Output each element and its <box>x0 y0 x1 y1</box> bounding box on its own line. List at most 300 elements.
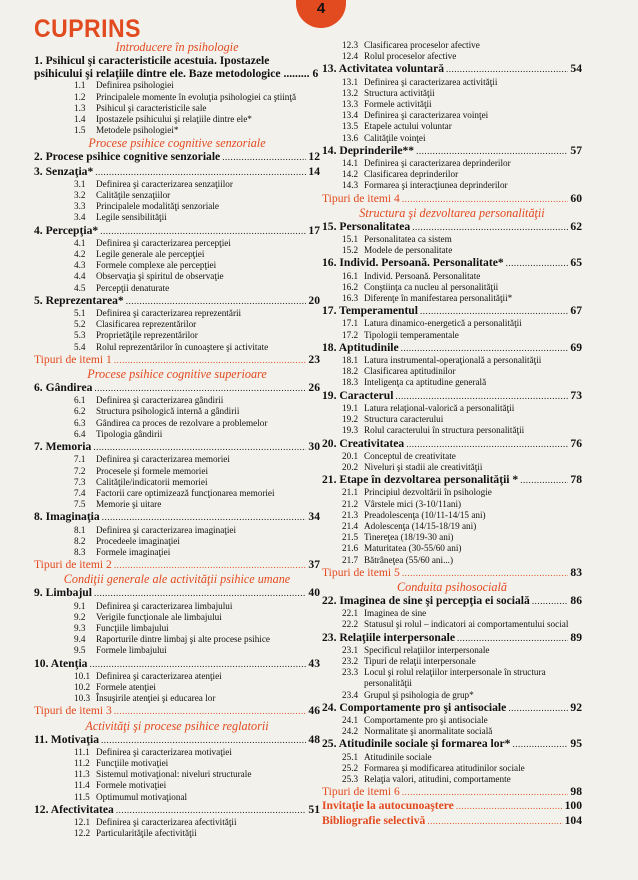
toc-subentry[interactable] <box>34 260 320 271</box>
toc-subentry[interactable] <box>34 429 320 440</box>
page-ref: 23 <box>308 352 320 366</box>
subentry-title: Tipologii temperamentale <box>364 329 459 340</box>
subentry-title: Tinereţea (18/19-30 ani) <box>364 532 454 543</box>
subentry-title: Specificul relaţiilor interpersonale <box>364 644 490 655</box>
toc-subentry[interactable] <box>322 645 582 656</box>
subentry-title: Maturitatea (30-55/60 ani) <box>364 543 462 554</box>
subentry-title: Conştiinţa ca nucleu al personalităţii <box>364 281 499 292</box>
toc-subentry[interactable] <box>322 99 582 110</box>
toc-subentry[interactable] <box>322 499 582 510</box>
page-ref: 73 <box>570 388 582 402</box>
dot-leader <box>446 63 568 76</box>
toc-subentry[interactable] <box>34 682 320 693</box>
subentry-number: 5.4 <box>74 341 86 352</box>
toc-subentry[interactable] <box>322 330 582 341</box>
section-heading: Condiţii generale ale activităţii psihice umane <box>63 572 291 587</box>
toc-chapter-entry[interactable] <box>322 737 582 751</box>
subentry-title: Atitudinile sociale <box>364 751 432 762</box>
dot-leader <box>116 804 307 817</box>
toc-subentry[interactable] <box>322 608 582 619</box>
toc-chapter-entry[interactable] <box>322 389 582 403</box>
toc-subentry[interactable] <box>34 454 320 465</box>
subentry-number: 10.2 <box>74 681 91 692</box>
subentry-number: 5.2 <box>74 319 86 330</box>
toc-subentry[interactable] <box>322 318 582 329</box>
subentry-title: Percepţii denaturate <box>96 282 170 293</box>
toc-subentry[interactable] <box>34 477 320 488</box>
subentry-title: Memorie şi uitare <box>96 499 162 510</box>
toc-chapter-entry[interactable] <box>322 594 582 608</box>
chapter-title: 24. Comportamente pro şi antisociale <box>322 700 507 714</box>
toc-subentry[interactable] <box>34 693 320 704</box>
subentry-title: Definirea şi caracterizarea memoriei <box>96 454 230 465</box>
toc-subentry[interactable] <box>34 601 320 612</box>
toc-chapter-entry[interactable] <box>34 224 320 238</box>
subentry-title: Sistemul motivaţional: niveluri structurale <box>96 769 252 780</box>
toc-subentry[interactable] <box>34 645 320 656</box>
subentry-number: 9.2 <box>74 611 86 622</box>
toc-chapter-entry[interactable] <box>322 144 582 158</box>
subentry-title: Funcţiile limbajului <box>96 622 169 633</box>
toc-chapter-entry[interactable] <box>322 256 582 270</box>
toc-subentry[interactable] <box>34 395 320 406</box>
chapter-title: 12. Afectivitatea <box>34 802 114 816</box>
toc-subentry[interactable] <box>322 462 582 473</box>
toc-subentry[interactable] <box>34 418 320 429</box>
toc-chapter-entry[interactable] <box>322 631 582 645</box>
toc-subentry[interactable] <box>322 282 582 293</box>
subentry-title: Definirea şi caracterizarea gândirii <box>96 395 224 406</box>
toc-subentry[interactable] <box>322 774 582 785</box>
toc-subentry[interactable] <box>322 88 582 99</box>
toc-subentry[interactable] <box>322 619 582 630</box>
chapter-title: 17. Temperamentul <box>322 304 418 318</box>
chapter-title: Invitaţie la autocunoaştere <box>322 799 454 813</box>
toc-subentry[interactable] <box>34 828 320 839</box>
toc-chapter-entry[interactable] <box>34 733 320 747</box>
subentry-number: 21.3 <box>342 509 359 520</box>
subentry-title: Structura activităţii <box>364 87 435 98</box>
subentry-number: 7.5 <box>74 499 86 510</box>
subentry-title: Conceptul de creativitate <box>364 450 456 461</box>
subentry-number: 8.1 <box>74 524 86 535</box>
toc-subentry[interactable] <box>34 319 320 330</box>
subentry-number: 4.1 <box>74 237 86 248</box>
toc-subentry[interactable] <box>34 92 320 103</box>
toc-subentry[interactable] <box>322 366 582 377</box>
dot-leader <box>508 702 568 715</box>
section-heading: Structura şi dezvoltarea personalităţii <box>359 205 545 220</box>
subentry-title: Calităţile voinţei <box>364 132 426 143</box>
toc-subentry[interactable] <box>34 238 320 249</box>
subentry-title: Comportamente pro şi antisociale <box>364 714 488 725</box>
page-ref: 95 <box>570 737 582 751</box>
page-ref: 62 <box>570 219 582 233</box>
toc-subentry[interactable] <box>34 283 320 294</box>
page-ref: 30 <box>308 440 320 454</box>
dot-leader <box>89 658 306 671</box>
toc-subentry[interactable] <box>322 667 582 689</box>
page-title: CUPRINS <box>34 14 142 43</box>
page-ref: 104 <box>564 813 582 827</box>
dot-leader <box>420 305 568 318</box>
toc-subentry[interactable] <box>322 110 582 121</box>
toc-chapter-entry[interactable] <box>34 294 320 308</box>
subentry-title: Psihicul şi caracteristicile sale <box>96 102 207 113</box>
page-ref: 60 <box>570 191 582 205</box>
dot-leader <box>427 815 562 828</box>
subentry-title: Definirea şi caracterizarea senzaţiilor <box>96 178 233 189</box>
toc-subentry[interactable] <box>322 726 582 737</box>
toc-subentry[interactable] <box>322 180 582 191</box>
subentry-number: 21.1 <box>342 487 359 498</box>
subentry-title: Locul şi rolul relaţiilor interpersonale în structura personalităţii <box>364 667 546 689</box>
section-heading: Procese psihice cognitive superioare <box>87 367 267 382</box>
subentry-number: 19.3 <box>342 425 359 436</box>
toc-subentry[interactable] <box>322 293 582 304</box>
subentry-title: Observaţia şi spiritul de observaţie <box>96 271 224 282</box>
chapter-title: Tipuri de itemi 5 <box>322 565 400 579</box>
dot-leader <box>412 221 568 234</box>
toc-subentry[interactable] <box>34 103 320 114</box>
subentry-number: 7.3 <box>74 476 86 487</box>
subentry-number: 12.2 <box>74 828 91 839</box>
subentry-number: 23.3 <box>342 667 359 678</box>
chapter-title: 16. Individ. Persoană. Personalitate* <box>322 256 504 270</box>
subentry-number: 21.4 <box>342 520 359 531</box>
toc-subentry[interactable] <box>34 125 320 136</box>
toc-subentry[interactable] <box>34 466 320 477</box>
toc-subentry[interactable] <box>34 758 320 769</box>
toc-chapter-entry[interactable] <box>34 558 320 572</box>
subentry-title: Imaginea de sine <box>364 608 427 619</box>
subentry-title: Tipuri de relaţii interpersonale <box>364 655 476 666</box>
subentry-number: 4.3 <box>74 260 86 271</box>
subentry-number: 13.1 <box>342 76 359 87</box>
subentry-number: 9.3 <box>74 622 86 633</box>
toc-subentry[interactable] <box>322 40 582 51</box>
subentry-title: Definirea şi caracterizarea voinţei <box>364 110 489 121</box>
toc-subentry[interactable] <box>34 525 320 536</box>
toc-subentry[interactable] <box>34 80 320 91</box>
subentry-title: Definirea şi caracterizarea limbajului <box>96 600 233 611</box>
subentry-title: Niveluri şi stadii ale creativităţii <box>364 461 483 472</box>
subentry-number: 4.2 <box>74 249 86 260</box>
toc-chapter-entry[interactable] <box>322 473 582 487</box>
section-heading: Introducere în psihologie <box>115 40 239 54</box>
toc-column-right <box>322 40 582 828</box>
dot-leader <box>100 225 306 238</box>
toc-subentry[interactable] <box>322 487 582 498</box>
page-ref: 57 <box>570 143 582 157</box>
subentry-title: Formele activităţii <box>364 99 432 110</box>
subentry-number: 1.5 <box>74 125 86 136</box>
chapter-title: 10. Atenţia <box>34 656 88 670</box>
toc-chapter-entry[interactable] <box>34 381 320 395</box>
toc-subentry[interactable] <box>322 271 582 282</box>
subentry-number: 11.2 <box>74 757 90 768</box>
toc-subentry[interactable] <box>322 377 582 388</box>
subentry-title: Raporturile dintre limbaj şi alte procese psihice <box>96 634 270 645</box>
toc-subentry[interactable] <box>322 355 582 366</box>
page-ref: 20 <box>308 293 320 307</box>
toc-chapter-entry[interactable] <box>34 150 320 164</box>
toc-chapter-entry[interactable] <box>34 353 320 367</box>
toc-subentry[interactable] <box>322 133 582 144</box>
toc-chapter-entry[interactable] <box>34 510 320 524</box>
toc-chapter-entry[interactable] <box>34 586 320 600</box>
toc-subentry[interactable] <box>322 425 582 436</box>
toc-subentry[interactable] <box>34 817 320 828</box>
toc-subentry[interactable] <box>34 536 320 547</box>
toc-chapter-entry[interactable] <box>34 165 320 179</box>
toc-subentry[interactable] <box>34 612 320 623</box>
toc-subentry[interactable] <box>322 234 582 245</box>
page-ref: 40 <box>308 586 320 600</box>
section-heading: Procese psihice cognitive senzoriale <box>88 136 266 151</box>
dot-leader <box>101 734 306 747</box>
toc-chapter-entry[interactable] <box>322 799 582 813</box>
toc-subentry[interactable] <box>34 780 320 791</box>
subentry-title: Definirea psihologiei <box>96 80 174 91</box>
toc-subentry[interactable] <box>34 212 320 223</box>
page-ref: 100 <box>564 799 582 813</box>
toc-subentry[interactable] <box>322 656 582 667</box>
chapter-title: 13. Activitatea voluntară <box>322 62 445 76</box>
toc-subentry[interactable] <box>322 510 582 521</box>
chapter-title: 20. Creativitatea <box>322 436 405 450</box>
toc-subentry[interactable] <box>322 169 582 180</box>
subentry-number: 13.3 <box>342 99 359 110</box>
toc-subentry[interactable] <box>322 121 582 132</box>
chapter-title: 15. Personalitatea <box>322 219 411 233</box>
subentry-number: 8.3 <box>74 546 86 557</box>
subentry-number: 7.4 <box>74 487 86 498</box>
toc-subentry[interactable] <box>34 547 320 558</box>
dot-leader <box>114 354 307 367</box>
dot-leader <box>93 441 306 454</box>
subentry-title: Statusul şi rolul – indicatori ai comportamentului social <box>364 619 569 630</box>
subentry-number: 19.1 <box>342 402 359 413</box>
toc-subentry[interactable] <box>34 330 320 341</box>
chapter-title: 1. Psihicul şi caracteristicile acestuia. Ipostazele psihicului şi relaţiile dintre ele. Baze metodologice <box>34 54 281 81</box>
page-ref: 54 <box>570 62 582 76</box>
subentry-number: 25.3 <box>342 773 359 784</box>
toc-subentry[interactable] <box>34 114 320 125</box>
toc-chapter-entry[interactable] <box>322 814 582 828</box>
subentry-title: Vârstele mici (3-10/11ani) <box>364 498 462 509</box>
subentry-number: 9.1 <box>74 600 86 611</box>
subentry-title: Normalitate şi anormalitate socială <box>364 726 493 737</box>
subentry-number: 3.4 <box>74 212 86 223</box>
toc-chapter-entry[interactable] <box>322 566 582 580</box>
toc-subentry[interactable] <box>322 555 582 566</box>
subentry-number: 6.2 <box>74 406 86 417</box>
toc-subentry[interactable] <box>34 634 320 645</box>
subentry-number: 6.3 <box>74 417 86 428</box>
dot-leader <box>512 738 568 751</box>
subentry-title: Clasificarea proceselor afective <box>364 40 480 50</box>
subentry-number: 11.1 <box>74 746 90 757</box>
subentry-title: Latura instrumental-operaţională a personalităţii <box>364 355 542 366</box>
toc-column-left <box>34 40 320 839</box>
subentry-title: Diferenţe în manifestarea personalităţii* <box>364 293 513 304</box>
dot-leader <box>456 800 563 813</box>
toc-chapter-entry[interactable] <box>322 62 582 76</box>
toc-chapter-entry[interactable] <box>34 704 320 718</box>
toc-chapter-entry[interactable] <box>322 192 582 206</box>
subentry-title: Principiul dezvoltării în psihologie <box>364 487 492 498</box>
toc-subentry[interactable] <box>34 201 320 212</box>
toc-subentry[interactable] <box>34 271 320 282</box>
toc-chapter-entry[interactable] <box>322 701 582 715</box>
dot-leader <box>222 151 306 164</box>
toc-subentry[interactable] <box>34 488 320 499</box>
toc-subentry[interactable] <box>322 77 582 88</box>
toc-subentry[interactable] <box>322 521 582 532</box>
subentry-title: Rolul proceselor afective <box>364 51 457 62</box>
toc-subentry[interactable] <box>34 671 320 682</box>
subentry-title: Formarea şi modificarea atitudinilor sociale <box>364 762 525 773</box>
dot-leader <box>402 567 569 580</box>
chapter-title: 22. Imaginea de sine şi percepţia ei socială <box>322 593 530 607</box>
subentry-title: Tipologia gândirii <box>96 428 163 439</box>
subentry-number: 14.3 <box>342 180 359 191</box>
toc-subentry[interactable] <box>322 403 582 414</box>
chapter-title: 3. Senzaţia* <box>34 164 94 178</box>
subentry-title: Latura relaţional-valorică a personalităţii <box>364 402 515 413</box>
page-ref: 17 <box>308 223 320 237</box>
toc-subentry[interactable] <box>34 249 320 260</box>
subentry-title: Legile generale ale percepţiei <box>96 249 205 260</box>
toc-subentry[interactable] <box>322 51 582 62</box>
toc-chapter-entry[interactable] <box>34 440 320 454</box>
subentry-title: Definirea şi caracterizarea activităţii <box>364 76 498 87</box>
toc-chapter-entry[interactable] <box>34 657 320 671</box>
toc-subentry[interactable] <box>34 792 320 803</box>
toc-subentry[interactable] <box>34 190 320 201</box>
toc-chapter-entry[interactable] <box>322 220 582 234</box>
subentry-title: Proprietăţile reprezentărilor <box>96 330 198 341</box>
toc-subentry[interactable] <box>322 715 582 726</box>
dot-leader: ......... <box>280 67 313 81</box>
toc-subentry[interactable] <box>322 451 582 462</box>
toc-subentry[interactable] <box>322 543 582 554</box>
page-ref: 34 <box>308 510 320 524</box>
subentry-title: Relaţia valori, atitudini, comportamente <box>364 773 511 784</box>
toc-subentry[interactable] <box>34 747 320 758</box>
toc-subentry[interactable] <box>34 308 320 319</box>
toc-subentry[interactable] <box>34 179 320 190</box>
toc-chapter-entry[interactable] <box>34 54 320 80</box>
page-ref: 26 <box>308 381 320 395</box>
subentry-number: 22.2 <box>342 619 359 630</box>
subentry-number: 10.1 <box>74 670 91 681</box>
chapter-title: 19. Caracterul <box>322 388 394 402</box>
subentry-title: Funcţiile motivaţiei <box>96 757 169 768</box>
page-number-badge <box>296 0 346 28</box>
toc-subentry[interactable] <box>322 752 582 763</box>
subentry-number: 1.4 <box>74 114 86 125</box>
subentry-number: 14.2 <box>342 169 359 180</box>
toc-subentry[interactable] <box>322 414 582 425</box>
dot-leader <box>402 193 569 206</box>
chapter-title: 11. Motivaţia <box>34 732 100 746</box>
page-ref: 86 <box>570 593 582 607</box>
toc-subentry[interactable] <box>322 158 582 169</box>
page-number: 4 <box>316 0 326 17</box>
subentry-number: 12.1 <box>74 816 91 827</box>
chapter-title: Tipuri de itemi 2 <box>34 558 112 572</box>
subentry-number: 16.2 <box>342 281 359 292</box>
page-ref: 98 <box>570 785 582 799</box>
toc-chapter-entry[interactable] <box>322 304 582 318</box>
dot-leader <box>506 257 569 270</box>
toc-chapter-entry[interactable] <box>322 341 582 355</box>
subentry-number: 13.4 <box>342 110 359 121</box>
page-ref: 67 <box>570 304 582 318</box>
subentry-number: 10.3 <box>74 693 91 704</box>
subentry-number: 11.4 <box>74 780 90 791</box>
subentry-number: 25.2 <box>342 762 359 773</box>
subentry-title: Formele limbajului <box>96 645 167 656</box>
subentry-number: 3.1 <box>74 178 86 189</box>
chapter-title: 7. Memoria <box>34 440 92 454</box>
subentry-number: 19.2 <box>342 414 359 425</box>
toc-chapter-entry[interactable] <box>322 785 582 799</box>
subentry-title: Definirea şi caracterizarea reprezentării <box>96 308 242 319</box>
section-heading: Conduita psihosocială <box>396 579 508 594</box>
toc-subentry[interactable] <box>322 690 582 701</box>
subentry-number: 8.2 <box>74 535 86 546</box>
chapter-title: 5. Reprezentarea* <box>34 293 124 307</box>
subentry-number: 18.3 <box>342 377 359 388</box>
page-ref: 48 <box>308 732 320 746</box>
chapter-title: 25. Atitudinile sociale şi formarea lor* <box>322 737 511 751</box>
subentry-title: Definirea şi caracterizarea afectivităţii <box>96 816 237 827</box>
subentry-title: Clasificarea deprinderilor <box>364 169 459 180</box>
toc-subentry[interactable] <box>34 769 320 780</box>
toc-chapter-entry[interactable] <box>322 437 582 451</box>
subentry-number: 18.1 <box>342 355 359 366</box>
subentry-number: 13.2 <box>342 87 359 98</box>
subentry-title: Clasificarea aptitudinilor <box>364 366 456 377</box>
subentry-number: 15.1 <box>342 234 359 245</box>
toc-chapter-entry[interactable] <box>34 803 320 817</box>
subentry-number: 23.1 <box>342 644 359 655</box>
page-ref: 46 <box>308 704 320 718</box>
chapter-title: 9. Limbajul <box>34 586 92 600</box>
page-ref: 78 <box>570 473 582 487</box>
subentry-number: 6.4 <box>74 428 86 439</box>
subentry-number: 21.6 <box>342 543 359 554</box>
toc-subentry[interactable] <box>34 406 320 417</box>
subentry-title: Definirea şi caracterizarea imaginaţiei <box>96 524 237 535</box>
toc-subentry[interactable] <box>34 623 320 634</box>
subentry-number: 7.2 <box>74 465 86 476</box>
toc-subentry[interactable] <box>34 499 320 510</box>
toc-subentry[interactable] <box>322 763 582 774</box>
toc-subentry[interactable] <box>322 245 582 256</box>
subentry-number: 13.6 <box>342 132 359 143</box>
subentry-number: 25.1 <box>342 751 359 762</box>
subentry-title: Însuşirile atenţiei şi educarea lor <box>96 693 216 704</box>
chapter-title: 4. Percepţia* <box>34 223 99 237</box>
toc-subentry[interactable] <box>322 532 582 543</box>
toc-subentry[interactable] <box>34 342 320 353</box>
subentry-number: 14.1 <box>342 158 359 169</box>
subentry-number: 1.3 <box>74 102 86 113</box>
